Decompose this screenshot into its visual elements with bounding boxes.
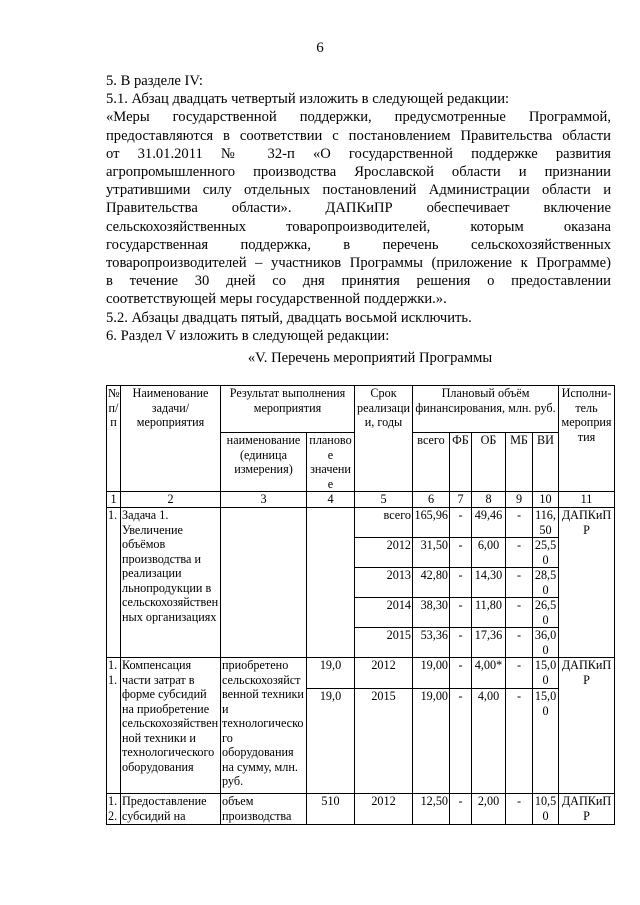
vi-cell: 15,00 bbox=[533, 658, 559, 689]
row-num: 1. bbox=[107, 508, 121, 658]
vi-cell: 10,50 bbox=[533, 794, 559, 825]
ob-cell: 4,00* bbox=[472, 658, 506, 689]
ob-cell: 11,80 bbox=[472, 598, 506, 628]
paragraph-line: товаропроизводителей – участников Программы (приложение к Программе) bbox=[106, 255, 611, 272]
paragraph-line: в течение 30 дней со дня принятия решения о предоставлении bbox=[106, 273, 611, 290]
column-number: 3 bbox=[221, 492, 307, 508]
mb-cell: - bbox=[506, 508, 533, 538]
header-term: Срок реализации, годы bbox=[355, 386, 413, 492]
body-text bbox=[106, 72, 611, 345]
header-num: № п/п bbox=[107, 386, 121, 492]
total-cell: 31,50 bbox=[413, 538, 450, 568]
fb-cell: - bbox=[450, 508, 472, 538]
column-number: 1 bbox=[107, 492, 121, 508]
mb-cell: - bbox=[506, 689, 533, 794]
mb-cell: - bbox=[506, 628, 533, 658]
ob-cell: 14,30 bbox=[472, 568, 506, 598]
vi-cell: 36,00 bbox=[533, 628, 559, 658]
column-number: 10 bbox=[533, 492, 559, 508]
column-number: 2 bbox=[121, 492, 221, 508]
header-task: Наименование задачи/мероприятия bbox=[121, 386, 221, 492]
plan-cell: 19,0 bbox=[307, 689, 355, 794]
vi-cell: 116,50 bbox=[533, 508, 559, 538]
fb-cell: - bbox=[450, 628, 472, 658]
ob-cell: 6,00 bbox=[472, 538, 506, 568]
paragraph-line: государственная поддержка, в перечень сельскохозяйственных bbox=[106, 236, 611, 253]
total-cell: 12,50 bbox=[413, 794, 450, 825]
header-result-plan: плановое значение bbox=[307, 433, 355, 492]
year-cell: 2012 bbox=[355, 658, 413, 689]
table-header-row bbox=[107, 386, 615, 433]
vi-cell: 28,50 bbox=[533, 568, 559, 598]
page-number: 6 bbox=[316, 40, 324, 56]
paragraph-line: агропромышленного производства Ярославской области и признании bbox=[106, 164, 611, 181]
row-num: 1.2. bbox=[107, 794, 121, 825]
result-name-cell: объем производства bbox=[221, 794, 307, 825]
ob-cell: 49,46 bbox=[472, 508, 506, 538]
plan-cell: 19,0 bbox=[307, 658, 355, 689]
header-result-name: наименование (единица измерения) bbox=[221, 433, 307, 492]
header-fb: ФБ bbox=[450, 433, 472, 492]
paragraph-line: 6. Раздел V изложить в следующей редакции: bbox=[106, 327, 390, 344]
column-number: 4 bbox=[307, 492, 355, 508]
paragraph-line: от 31.01.2011 № 32-п «О государственной поддержке развития bbox=[106, 145, 611, 162]
mb-cell: - bbox=[506, 568, 533, 598]
paragraph-line: 5.2. Абзацы двадцать пятый, двадцать восьмой исключить. bbox=[106, 309, 472, 326]
mb-cell: - bbox=[506, 794, 533, 825]
executor-cell: ДАПКиПР bbox=[559, 794, 615, 825]
column-number: 8 bbox=[472, 492, 506, 508]
paragraph-line: соответствующей меры государственной поддержки.». bbox=[106, 291, 447, 308]
fb-cell: - bbox=[450, 689, 472, 794]
header-financing: Плановый объём финансирования, млн. руб. bbox=[413, 386, 559, 433]
year-cell: 2013 bbox=[355, 568, 413, 598]
fb-cell: - bbox=[450, 658, 472, 689]
fb-cell: - bbox=[450, 598, 472, 628]
fb-cell: - bbox=[450, 794, 472, 825]
year-cell: 2012 bbox=[355, 794, 413, 825]
total-cell: 19,00 bbox=[413, 658, 450, 689]
total-cell: 53,36 bbox=[413, 628, 450, 658]
plan-cell: 510 bbox=[307, 794, 355, 825]
measure-name: Предоставление субсидий на bbox=[121, 794, 221, 825]
table-row bbox=[107, 658, 615, 689]
result-plan-cell bbox=[307, 508, 355, 658]
vi-cell: 25,50 bbox=[533, 538, 559, 568]
total-cell: 38,30 bbox=[413, 598, 450, 628]
column-number: 5 bbox=[355, 492, 413, 508]
paragraph-line: утратившими силу отдельных постановлений Администрации области и bbox=[106, 182, 611, 199]
row-num: 1.1. bbox=[107, 658, 121, 794]
vi-cell: 26,50 bbox=[533, 598, 559, 628]
fb-cell: - bbox=[450, 568, 472, 598]
column-number: 6 bbox=[413, 492, 450, 508]
year-cell: 2015 bbox=[355, 628, 413, 658]
column-number: 7 bbox=[450, 492, 472, 508]
task-name: Задача 1. Увеличение объёмов производства и реализации льнопродукции в сельскохозяйственных организациях bbox=[121, 508, 221, 658]
result-name-cell bbox=[221, 508, 307, 658]
ob-cell: 4,00 bbox=[472, 689, 506, 794]
vi-cell: 15,00 bbox=[533, 689, 559, 794]
paragraph-line: 5. В разделе IV: bbox=[106, 73, 203, 89]
paragraph-line: Правительства области». ДАПКиПР обеспечивает включение bbox=[106, 200, 611, 217]
header-mb: МБ bbox=[506, 433, 533, 492]
table-row bbox=[107, 508, 615, 538]
fb-cell: - bbox=[450, 538, 472, 568]
year-cell: 2015 bbox=[355, 689, 413, 794]
section-title: «V. Перечень мероприятий Программы bbox=[247, 350, 493, 366]
measure-name: Компенсация части затрат в форме субсидий на приобретение сельскохозяйственной техники и технологического оборудования bbox=[121, 658, 221, 794]
mb-cell: - bbox=[506, 658, 533, 689]
paragraph-line: 5.1. Абзац двадцать четвертый изложить в следующей редакции: bbox=[106, 91, 510, 108]
mb-cell: - bbox=[506, 598, 533, 628]
program-table bbox=[106, 385, 615, 825]
year-cell: 2014 bbox=[355, 598, 413, 628]
header-result: Результат выполнения мероприятия bbox=[221, 386, 355, 433]
year-cell: всего bbox=[355, 508, 413, 538]
total-cell: 19,00 bbox=[413, 689, 450, 794]
ob-cell: 17,36 bbox=[472, 628, 506, 658]
ob-cell: 2,00 bbox=[472, 794, 506, 825]
total-cell: 165,96 bbox=[413, 508, 450, 538]
header-executor: Исполни-тель мероприятия bbox=[559, 386, 615, 492]
executor-cell: ДАПКиПР bbox=[559, 508, 615, 658]
result-name-cell: приобретено сельскохозяйственной техники и технологического оборудования на сумму, млн. руб. bbox=[221, 658, 307, 794]
header-ob: ОБ bbox=[472, 433, 506, 492]
paragraph-line: «Меры государственной поддержки, предусмотренные Программой, bbox=[106, 109, 611, 126]
total-cell: 42,80 bbox=[413, 568, 450, 598]
header-vi: ВИ bbox=[533, 433, 559, 492]
column-number: 9 bbox=[506, 492, 533, 508]
paragraph-line: предоставляются в соответствии с постановлением Правительства области bbox=[106, 127, 611, 144]
paragraph-line: сельскохозяйственных товаропроизводителей, которым оказана bbox=[106, 218, 611, 235]
executor-cell: ДАПКиПР bbox=[559, 658, 615, 794]
table-row bbox=[107, 794, 615, 825]
header-total: всего bbox=[413, 433, 450, 492]
column-number-row bbox=[107, 492, 615, 508]
mb-cell: - bbox=[506, 538, 533, 568]
column-number: 11 bbox=[559, 492, 615, 508]
year-cell: 2012 bbox=[355, 538, 413, 568]
